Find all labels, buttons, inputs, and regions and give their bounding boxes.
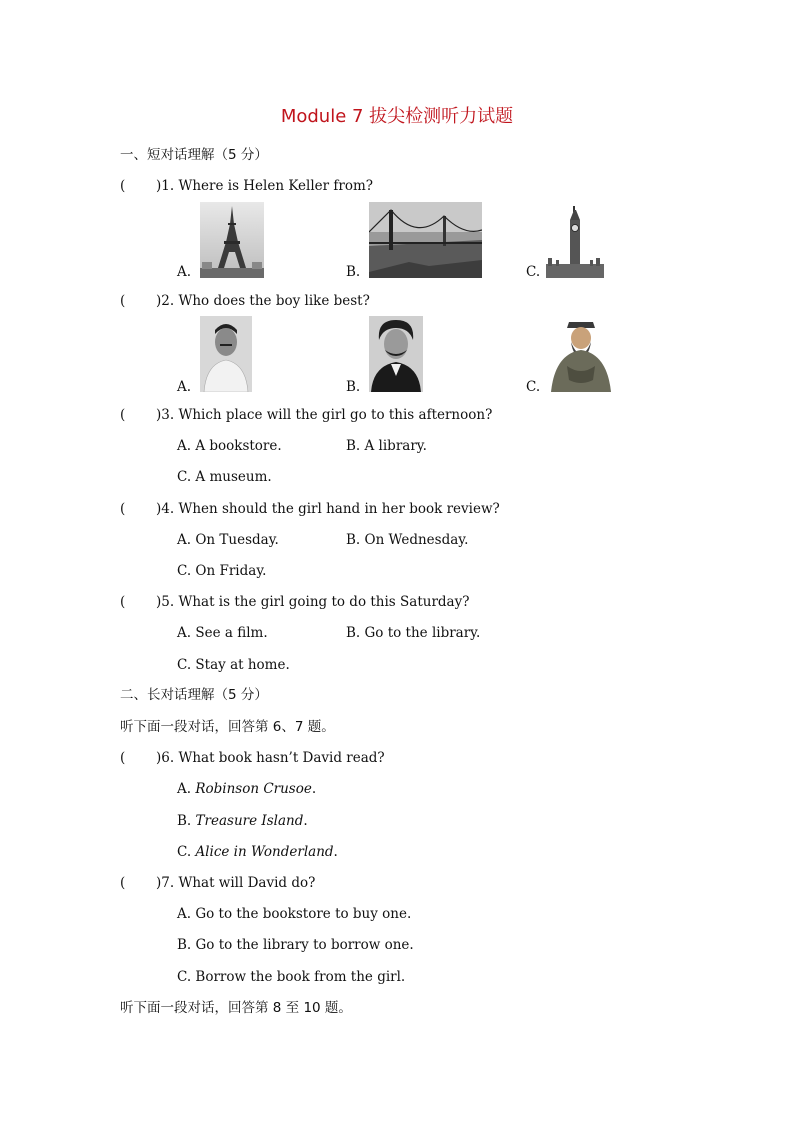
q7-option-c: C. Borrow the book from the girl. xyxy=(177,969,406,985)
page-title: Module 7 拔尖检测听力试题 xyxy=(280,106,514,127)
big-ben-icon xyxy=(546,206,604,278)
answer-blank-open: ( xyxy=(120,594,126,610)
mark-twain-portrait-icon xyxy=(369,316,423,392)
q2-option-b-label: B. xyxy=(346,379,361,395)
q6-option-c-title: Alice in Wonderland xyxy=(195,844,334,860)
q6-option-c-suffix: . xyxy=(333,844,338,860)
q3-option-b: B. A library. xyxy=(346,438,427,454)
q6-option-b-prefix: B. xyxy=(177,813,196,829)
q6-option-b-title: Treasure Island xyxy=(195,813,304,829)
question-3 xyxy=(120,406,492,424)
q3-option-c: C. A museum. xyxy=(177,469,272,485)
q1-option-c-label: C. xyxy=(526,264,541,280)
q1-option-a-label: A. xyxy=(177,264,192,280)
lu-xun-portrait-icon xyxy=(200,316,252,392)
section-1-heading: 一、短对话理解（5 分） xyxy=(120,147,268,163)
q7-option-a: A. Go to the bookstore to buy one. xyxy=(177,906,412,922)
answer-blank-open: ( xyxy=(120,875,126,891)
question-7-text: 7. What will David do? xyxy=(161,875,316,891)
q4-option-a: A. On Tuesday. xyxy=(177,532,279,548)
q6-option-a-title: Robinson Crusoe xyxy=(195,781,312,797)
section-2-instruction-2: 听下面一段对话，回答第 8 至 10 题。 xyxy=(120,1000,352,1016)
answer-blank-close: ) xyxy=(156,594,162,610)
answer-blank-open: ( xyxy=(120,178,126,194)
question-5 xyxy=(120,593,469,611)
answer-blank-open: ( xyxy=(120,501,126,517)
q4-option-b: B. On Wednesday. xyxy=(346,532,469,548)
q5-option-b: B. Go to the library. xyxy=(346,625,481,641)
q6-option-a-suffix: . xyxy=(311,781,317,797)
q6-option-b-suffix: . xyxy=(303,813,308,829)
q6-option-a-prefix: A. xyxy=(177,781,196,797)
answer-blank-close: ) xyxy=(156,501,162,517)
question-3-text: 3. Which place will the girl go to this afternoon? xyxy=(161,407,493,423)
q7-option-b: B. Go to the library to borrow one. xyxy=(177,937,414,953)
answer-blank-close: ) xyxy=(156,750,162,766)
question-6-text: 6. What book hasn’t David read? xyxy=(161,750,385,766)
answer-blank-open: ( xyxy=(120,293,126,309)
question-2-text: 2. Who does the boy like best? xyxy=(161,293,370,309)
question-1-text: 1. Where is Helen Keller from? xyxy=(161,178,374,194)
q6-option-b xyxy=(177,812,308,830)
answer-blank-close: ) xyxy=(156,407,162,423)
golden-gate-bridge-icon xyxy=(369,202,482,278)
q2-option-a-label: A. xyxy=(177,379,192,395)
section-2-heading: 二、长对话理解（5 分） xyxy=(120,687,268,703)
answer-blank-close: ) xyxy=(156,178,162,194)
question-6 xyxy=(120,749,385,767)
confucius-portrait-icon xyxy=(547,316,615,392)
question-4 xyxy=(120,500,500,518)
q3-option-a: A. A bookstore. xyxy=(177,438,282,454)
q2-option-c-label: C. xyxy=(526,379,541,395)
q5-option-a: A. See a film. xyxy=(177,625,268,641)
q6-option-c xyxy=(177,843,338,861)
answer-blank-open: ( xyxy=(120,407,126,423)
section-2-instruction-1: 听下面一段对话，回答第 6、7 题。 xyxy=(120,719,335,735)
question-1 xyxy=(120,177,373,195)
q4-option-c: C. On Friday. xyxy=(177,563,267,579)
q5-option-c: C. Stay at home. xyxy=(177,657,290,673)
question-5-text: 5. What is the girl going to do this Saturday? xyxy=(161,594,470,610)
q6-option-a xyxy=(177,780,316,798)
answer-blank-open: ( xyxy=(120,750,126,766)
question-2 xyxy=(120,292,370,310)
question-4-text: 4. When should the girl hand in her book review? xyxy=(161,501,500,517)
eiffel-tower-icon xyxy=(200,202,264,278)
answer-blank-close: ) xyxy=(156,293,162,309)
q6-option-c-prefix: C. xyxy=(177,844,196,860)
q1-option-b-label: B. xyxy=(346,264,361,280)
answer-blank-close: ) xyxy=(156,875,162,891)
question-7 xyxy=(120,874,315,892)
